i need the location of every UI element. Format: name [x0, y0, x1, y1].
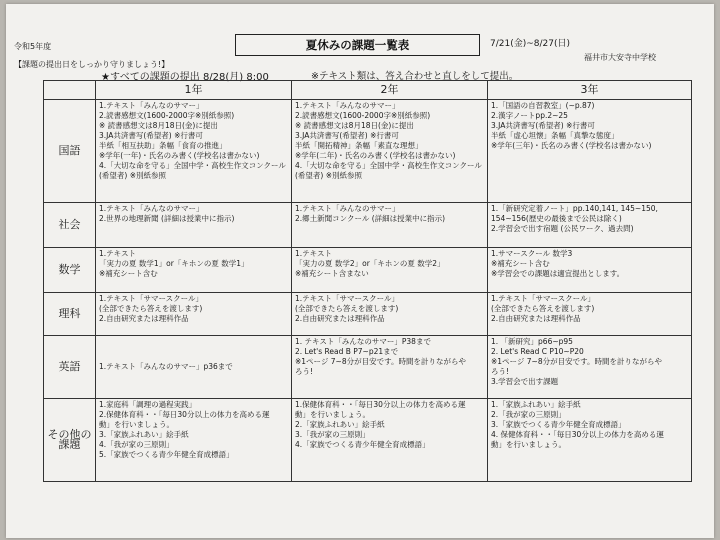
- assignment-cell: [96, 399, 292, 482]
- assignment-line: 2.自由研究または理科作品: [99, 314, 189, 323]
- assignment-line: 「実力の夏 数学1」or「キホンの夏 数学1」: [99, 259, 249, 268]
- assignment-line: 2.漢字ノートpp.2~25: [491, 111, 568, 120]
- assignment-cell: [488, 293, 692, 336]
- assignment-cell: [96, 336, 292, 399]
- assignment-line: 2.読書感想文(1600-2000字※別紙参照): [295, 111, 431, 120]
- assignment-line: 1.家庭科「調理の過程実践」: [99, 400, 197, 409]
- subject-label: その他の課題: [44, 399, 96, 482]
- assignment-line: 1.テキスト「みんなのサマー」: [295, 204, 400, 213]
- assignment-cell: [488, 248, 692, 293]
- assignment-line: 154~156(歴史の最後まで公民は除く): [491, 214, 622, 223]
- assignment-cell: [488, 203, 692, 248]
- assignment-table: [43, 80, 692, 482]
- grade-header-2: 2年: [292, 81, 488, 100]
- grade-header-1: 1年: [96, 81, 292, 100]
- assignment-line: 3.「我が家の三原則」: [295, 430, 370, 439]
- assignment-line: 1.「新研究定着ノート」pp.140,141, 145~150,: [491, 204, 658, 213]
- assignment-line: 1.テキスト「みんなのサマー」: [99, 204, 204, 213]
- assignment-line: 3.JA共済書写(希望者) ※行書可: [295, 131, 399, 140]
- grade-header-row: [44, 81, 692, 100]
- subject-row: [44, 399, 692, 482]
- assignment-line: 3.JA共済書写(希望者) ※行書可: [99, 131, 203, 140]
- assignment-line: (全部できたら答えを渡します): [295, 304, 399, 313]
- assignment-line: 「実力の夏 数学2」or「キホンの夏 数学2」: [295, 259, 445, 268]
- assignment-line: ※補充シート含まない: [295, 269, 369, 278]
- submission-deadline: ★すべての課題の提出 8/28(月) 8:00: [101, 72, 269, 83]
- grade-header-3: 3年: [488, 81, 692, 100]
- assignment-line: 1.テキスト「みんなのサマー」: [99, 101, 204, 110]
- assignment-line: 1.「家族ふれあい」絵手紙: [491, 400, 581, 409]
- assignment-line: ※1ページ 7~8分が目安です。時間を計りながらや: [491, 357, 663, 366]
- assignment-line: 半紙「虚心坦懐」条幅「真摯な態度」: [491, 131, 619, 140]
- assignment-line: 1.サマースクール 数学3: [491, 249, 573, 258]
- assignment-line: 半紙「開拓精神」条幅「素直な理想」: [295, 141, 423, 150]
- assignment-line: ※補充シート含む: [491, 259, 550, 268]
- subject-row: [44, 293, 692, 336]
- assignment-line: 3.JA共済書写(希望者) ※行書可: [491, 121, 595, 130]
- assignment-line: 4.「我が家の三原則」: [99, 440, 174, 449]
- assignment-line: 2.自由研究または理科作品: [491, 314, 581, 323]
- assignment-line: 3.「家族ふれあい」絵手紙: [99, 430, 189, 439]
- assignment-cell: [292, 248, 488, 293]
- subject-row: [44, 203, 692, 248]
- assignment-line: 動」を行いましょう。: [295, 410, 370, 419]
- assignment-line: 4.「大切な命を守る」全国中学・高校生作文コンクール: [295, 161, 482, 170]
- assignment-line: 1.テキスト「みんなのサマー」p36まで: [99, 362, 233, 371]
- school-name: 福井市大安寺中学校: [584, 53, 656, 62]
- page-title: 夏休みの課題一覧表: [235, 34, 480, 56]
- assignment-line: (全部できたら答えを渡します): [99, 304, 203, 313]
- assignment-line: 2. Let's Read C P10~P20: [491, 347, 584, 356]
- assignment-line: 2.「我が家の三原則」: [491, 410, 566, 419]
- assignment-line: 3.「家族でつくる青少年健全育成標語」: [491, 420, 626, 429]
- subject-label: 社会: [44, 203, 96, 248]
- corner-cell: [44, 81, 96, 100]
- assignment-line: 2.世界の地理新聞 (詳細は授業中に指示): [99, 214, 235, 223]
- assignment-line: 1.テキスト「みんなのサマー」: [295, 101, 400, 110]
- assignment-line: 2.自由研究または理科作品: [295, 314, 385, 323]
- assignment-cell: [292, 336, 488, 399]
- assignment-line: 3.学習会で出す課題: [491, 377, 559, 386]
- assignment-line: (全部できたら答えを渡します): [491, 304, 595, 313]
- assignment-line: 2. Let's Read B P7~p21まで: [295, 347, 399, 356]
- assignment-line: ※1ページ 7~8分が目安です。時間を計りながらや: [295, 357, 467, 366]
- subject-row: [44, 248, 692, 293]
- assignment-line: 2.読書感想文(1600-2000字※別紙参照): [99, 111, 235, 120]
- assignment-line: (希望者) ※別紙参照: [295, 171, 363, 180]
- subject-label: 英語: [44, 336, 96, 399]
- assignment-line: 1.テキスト: [99, 249, 137, 258]
- text-note: ※テキスト類は、答え合わせと直しをして提出。: [311, 71, 519, 82]
- assignment-line: 4.「大切な命を守る」全国中学・高校生作文コンクール: [99, 161, 286, 170]
- assignment-cell: [292, 293, 488, 336]
- assignment-line: ※学年(二年)・氏名のみ書く(学校名は書かない): [295, 151, 456, 160]
- era-label: 令和5年度: [14, 42, 52, 51]
- assignment-line: 2.保健体育科・・「毎日30分以上の体力を高める運: [99, 410, 270, 419]
- assignment-line: ※学年(一年)・氏名のみ書く(学校名は書かない): [99, 151, 260, 160]
- subject-label: 理科: [44, 293, 96, 336]
- assignment-line: ※ 読書感想文は8月18日(金)に提出: [295, 121, 414, 130]
- assignment-cell: [292, 399, 488, 482]
- assignment-line: ※学習会での課題は適宜提出とします。: [491, 269, 625, 278]
- deadline-notice: 【課題の提出日をしっかり守りましょう!】: [14, 60, 170, 69]
- assignment-cell: [488, 100, 692, 203]
- paper-sheet: [6, 4, 714, 538]
- assignment-line: 2.郷土新聞コンクール (詳細は授業中に指示): [295, 214, 446, 223]
- assignment-cell: [96, 293, 292, 336]
- subject-row: [44, 100, 692, 203]
- assignment-line: 動」を行いましょう。: [99, 420, 174, 429]
- date-range: 7/21(金)~8/27(日): [490, 39, 571, 49]
- assignment-line: 動」を行いましょう。: [491, 440, 566, 449]
- assignment-cell: [96, 248, 292, 293]
- assignment-cell: [292, 203, 488, 248]
- assignment-line: 1.テキスト「サマースクール」: [99, 294, 203, 303]
- assignment-cell: [96, 203, 292, 248]
- assignment-line: ※学年(三年)・氏名のみ書く(学校名は書かない): [491, 141, 652, 150]
- assignment-line: 1.保健体育科・・「毎日30分以上の体力を高める運: [295, 400, 466, 409]
- assignment-line: 1. 「新研究」p66~p95: [491, 337, 573, 346]
- subject-row: [44, 336, 692, 399]
- assignment-cell: [292, 100, 488, 203]
- assignment-cell: [488, 399, 692, 482]
- assignment-line: 2.学習会で出す宿題 (公民ワーク、過去問): [491, 224, 634, 233]
- assignment-line: 1.テキスト「サマースクール」: [491, 294, 595, 303]
- assignment-line: ※補充シート含む: [99, 269, 158, 278]
- assignment-line: 半紙「相互扶助」条幅「食育の推進」: [99, 141, 227, 150]
- assignment-line: (希望者) ※別紙参照: [99, 171, 167, 180]
- assignment-line: ※ 読書感想文は8月18日(金)に提出: [99, 121, 218, 130]
- subject-label: 数学: [44, 248, 96, 293]
- subject-label: 国語: [44, 100, 96, 203]
- assignment-line: ろう!: [491, 367, 510, 376]
- assignment-line: 4. 保健体育科・・「毎日30分以上の体力を高める運: [491, 430, 664, 439]
- assignment-line: 2.「家族ふれあい」絵手紙: [295, 420, 385, 429]
- assignment-line: 1.テキスト: [295, 249, 333, 258]
- assignment-line: 5.「家族でつくる青少年健全育成標語」: [99, 450, 234, 459]
- assignment-line: 1.「国語の自習教室」(~p.87): [491, 101, 595, 110]
- assignment-line: 4.「家族でつくる青少年健全育成標語」: [295, 440, 430, 449]
- assignment-line: ろう!: [295, 367, 314, 376]
- assignment-cell: [96, 100, 292, 203]
- assignment-line: 1. テキスト「みんなのサマー」P38まで: [295, 337, 431, 346]
- assignment-line: 1.テキスト「サマースクール」: [295, 294, 399, 303]
- assignment-cell: [488, 336, 692, 399]
